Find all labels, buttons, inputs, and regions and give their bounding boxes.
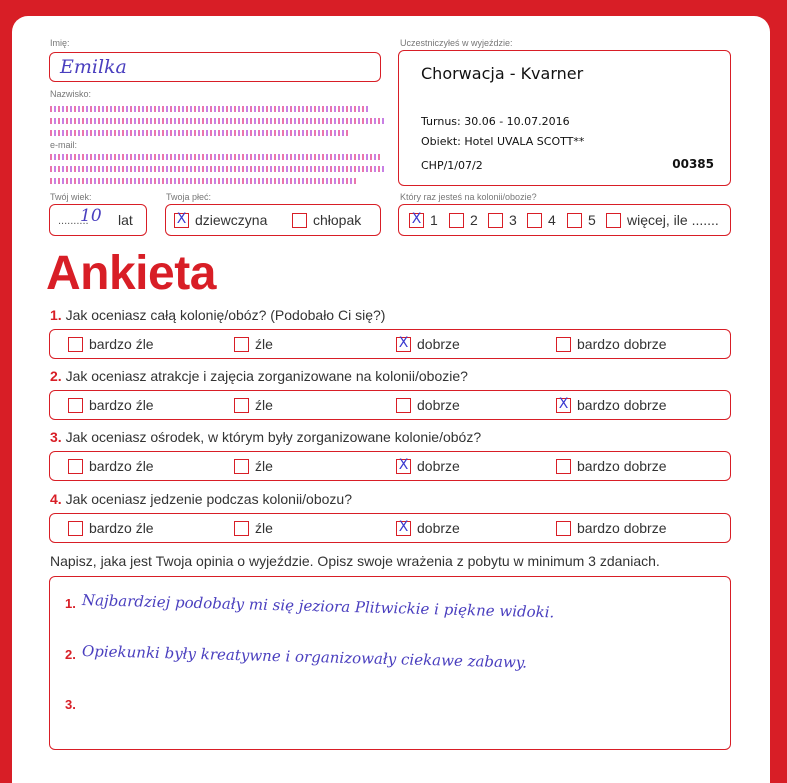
opinion-textarea[interactable] (49, 576, 731, 750)
option-label: więcej, ile ....... (627, 212, 719, 228)
checkbox[interactable] (68, 459, 83, 474)
checkbox[interactable] (68, 521, 83, 536)
check-mark: X (398, 456, 409, 473)
question-2-options (49, 390, 731, 420)
question-2 (50, 368, 468, 384)
trip-number: 00385 (672, 157, 714, 171)
plec-label: Twoja płeć: (166, 192, 212, 202)
option-bardzo-dobrze[interactable] (556, 336, 667, 352)
option-źle[interactable] (234, 336, 273, 352)
ktory-raz-option-5[interactable] (567, 212, 596, 228)
option-dobrze[interactable] (396, 520, 460, 536)
nazwisko-label: Nazwisko: (50, 89, 92, 99)
plec-option-dziewczyna[interactable] (174, 212, 267, 228)
ktory-raz-option-3[interactable] (488, 212, 517, 228)
opinion-number-3: 3. (65, 697, 76, 712)
imie-value: Emilka (60, 56, 127, 78)
option-label: źle (255, 458, 273, 474)
checkbox[interactable] (234, 398, 249, 413)
ktory-raz-label: Który raz jesteś na kolonii/obozie? (400, 192, 537, 202)
wiek-value: 10 (80, 206, 102, 226)
question-3-options (49, 451, 731, 481)
opinion-answer-1: Najbardziej podobały mi się jeziora Plitwickie i piękne widoki. (81, 591, 555, 622)
option-label: bardzo dobrze (577, 520, 667, 536)
checkbox[interactable] (556, 337, 571, 352)
option-label: dobrze (417, 458, 460, 474)
option-dobrze[interactable] (396, 336, 460, 352)
opinion-number-2: 2. (65, 647, 76, 662)
checkbox[interactable] (396, 456, 411, 474)
question-text: Jak oceniasz atrakcje i zajęcia zorganizowane na kolonii/obozie? (65, 368, 468, 384)
question-number: 4. (50, 491, 62, 507)
checkbox[interactable] (527, 213, 542, 228)
question-3 (50, 429, 481, 445)
checkbox[interactable] (292, 213, 307, 228)
check-mark: X (411, 210, 422, 227)
plec-option-chlopak[interactable] (292, 212, 361, 228)
wiek-field[interactable] (49, 204, 147, 236)
question-text: Jak oceniasz jedzenie podczas kolonii/obozu? (65, 491, 352, 507)
checkbox[interactable] (396, 334, 411, 352)
option-label: bardzo źle (89, 336, 154, 352)
survey-sheet (12, 16, 770, 783)
option-label: dziewczyna (195, 212, 268, 228)
option-label: 1 (430, 212, 438, 228)
option-label: źle (255, 520, 273, 536)
checkbox[interactable] (68, 337, 83, 352)
page-title: Ankieta (46, 247, 216, 300)
option-label: bardzo dobrze (577, 458, 667, 474)
trip-obiekt: Obiekt: Hotel UVALA SCOTT** (421, 135, 585, 148)
checkbox[interactable] (556, 521, 571, 536)
question-text: Jak oceniasz całą kolonię/obóz? (Podobało Ci się?) (65, 307, 386, 323)
checkbox[interactable] (606, 213, 621, 228)
email-label: e-mail: (50, 140, 78, 150)
option-bardzo-dobrze[interactable] (556, 520, 667, 536)
question-1 (50, 307, 385, 323)
option-label: chłopak (313, 212, 362, 228)
option-label: bardzo źle (89, 520, 154, 536)
trip-name: Chorwacja - Kvarner (421, 64, 584, 83)
checkbox[interactable] (234, 521, 249, 536)
ktory-raz-option-2[interactable] (449, 212, 478, 228)
imie-label: Imię: (50, 38, 70, 48)
question-number: 1. (50, 307, 62, 323)
uczestnik-label: Uczestniczyłeś w wyjeździe: (400, 38, 513, 48)
option-label: bardzo źle (89, 397, 154, 413)
option-bardzo-źle[interactable] (68, 520, 154, 536)
check-mark: X (398, 518, 409, 535)
question-number: 3. (50, 429, 62, 445)
checkbox[interactable] (556, 395, 571, 413)
checkbox[interactable] (396, 398, 411, 413)
option-label: dobrze (417, 520, 460, 536)
option-label: źle (255, 397, 273, 413)
nazwisko-redacted (50, 102, 386, 142)
check-mark: X (398, 334, 409, 351)
option-label: 4 (548, 212, 556, 228)
checkbox[interactable] (449, 213, 464, 228)
email-redacted (50, 150, 386, 190)
ktory-raz-field (398, 204, 731, 236)
option-źle[interactable] (234, 397, 273, 413)
wiek-label: Twój wiek: (50, 192, 92, 202)
opinion-prompt: Napisz, jaka jest Twoja opinia o wyjeździe. Opisz swoje wrażenia z pobytu w minimum 3 zdaniach. (50, 553, 660, 569)
check-mark: X (558, 395, 569, 412)
option-label: 2 (470, 212, 478, 228)
wiek-dots: .......... (58, 215, 89, 227)
option-label: źle (255, 336, 273, 352)
option-label: dobrze (417, 397, 460, 413)
question-number: 2. (50, 368, 62, 384)
checkbox[interactable] (567, 213, 582, 228)
wiek-unit: lat (118, 212, 133, 228)
checkbox[interactable] (234, 459, 249, 474)
option-bardzo-dobrze[interactable] (556, 397, 667, 413)
option-label: bardzo dobrze (577, 397, 667, 413)
option-label: bardzo dobrze (577, 336, 667, 352)
option-źle[interactable] (234, 520, 273, 536)
question-1-options (49, 329, 731, 359)
option-dobrze[interactable] (396, 397, 460, 413)
checkbox[interactable] (174, 210, 189, 228)
question-4-options (49, 513, 731, 543)
check-mark: X (176, 210, 187, 227)
option-bardzo-źle[interactable] (68, 336, 154, 352)
option-label: 5 (588, 212, 596, 228)
option-bardzo-źle[interactable] (68, 458, 154, 474)
ktory-raz-option-1[interactable] (409, 212, 438, 228)
ktory-raz-option-4[interactable] (527, 212, 556, 228)
checkbox[interactable] (556, 459, 571, 474)
opinion-answer-2: Opiekunki były kreatywne i organizowały ciekawe zabawy. (81, 642, 528, 672)
plec-field (165, 204, 381, 236)
checkbox[interactable] (396, 518, 411, 536)
checkbox[interactable] (234, 337, 249, 352)
option-label: dobrze (417, 336, 460, 352)
imie-field[interactable] (49, 52, 381, 82)
trip-box (398, 50, 731, 186)
option-label: 3 (509, 212, 517, 228)
option-label: bardzo źle (89, 458, 154, 474)
checkbox[interactable] (409, 210, 424, 228)
option-bardzo-źle[interactable] (68, 397, 154, 413)
question-text: Jak oceniasz ośrodek, w którym były zorganizowane kolonie/obóz? (65, 429, 482, 445)
checkbox[interactable] (488, 213, 503, 228)
trip-code: CHP/1/07/2 (421, 159, 483, 172)
checkbox[interactable] (68, 398, 83, 413)
trip-turnus: Turnus: 30.06 - 10.07.2016 (421, 115, 570, 128)
opinion-number-1: 1. (65, 596, 76, 611)
option-dobrze[interactable] (396, 458, 460, 474)
option-źle[interactable] (234, 458, 273, 474)
ktory-raz-option-wiecej[interactable] (606, 212, 719, 228)
question-4 (50, 491, 352, 507)
option-bardzo-dobrze[interactable] (556, 458, 667, 474)
